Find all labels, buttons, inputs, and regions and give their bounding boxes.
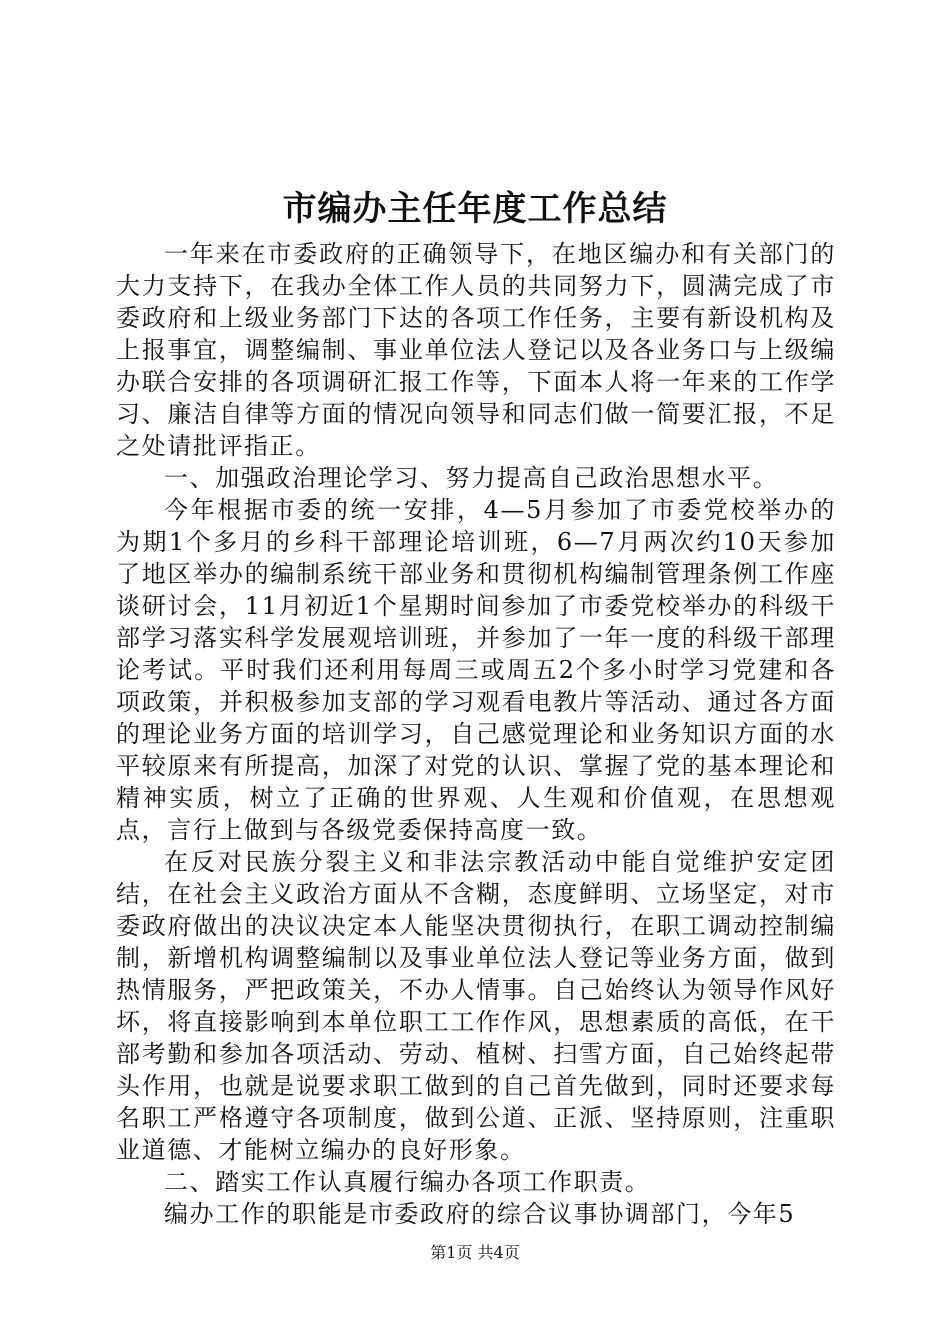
section-heading-1: 一、加强政治理论学习、努力提高自己政治思想水平。	[164, 464, 779, 492]
page-footer: 第1页 共4页	[430, 1243, 520, 1262]
section-heading-2: 二、踏实工作认真履行编办各项工作职责。	[164, 1168, 651, 1196]
paragraph-intro: 一年来在市委政府的正确领导下，在地区编办和有关部门的大力支持下，在我办全体工作人员的共同努力下，圆满完成了市委政府和上级业务部门下达的各项工作任务，主要有新设机构及上报事宜，调整编制、事业单位法人登记以及各业务口与上级编办联合安排的各项调研汇报工作等，下面本人将一年来的工作学习、廉洁自律等方面的情况向领导和同志们做一简要汇报，不足之处请批评指正。	[116, 240, 836, 460]
paragraph-stability: 在反对民族分裂主义和非法宗教活动中能自觉维护安定团结，在社会主义政治方面从不含糊，态度鲜明、立场坚定，对市委政府做出的决议决定本人能坚决贯彻执行，在职工调动控制编制，新增机构调整编制以及事业单位法人登记等业务方面，做到热情服务，严把政策关，不办人情事。自己始终认为领导作风好坏，将直接影响到本单位职工工作作风，思想素质的高低，在干部考勤和参加各项活动、劳动、植树、扫雪方面，自己始终起带头作用，也就是说要求职工做到的自己首先做到，同时还要求每名职工严格遵守各项制度，做到公道、正派、坚持原则，注重职业道德、才能树立编办的良好形象。	[116, 848, 836, 1164]
paragraph-study: 今年根据市委的统一安排，4—5月参加了市委党校举办的为期1个多月的乡科干部理论培训班，6—7月两次约10天参加了地区举办的编制系统干部业务和贯彻机构编制管理条例工作座谈研讨会，11月初近1个星期时间参加了市委党校举办的科级干部学习落实科学发展观培训班，并参加了一年一度的科级干部理论考试。平时我们还利用每周三或周五2个多小时学习党建和各项政策，并积极参加支部的学习观看电教片等活动、通过各方面的理论业务方面的培训学习，自己感觉理论和业务知识方面的水平较原来有所提高，加深了对党的认识、掌握了党的基本理论和精神实质，树立了正确的世界观、人生观和价值观，在思想观点，言行上做到与各级党委保持高度一致。	[116, 496, 836, 844]
paragraph-duties: 编办工作的职能是市委政府的综合议事协调部门，今年5	[164, 1200, 796, 1228]
document-body	[116, 238, 836, 1230]
document-title: 市编办主任年度工作总结	[282, 189, 668, 229]
